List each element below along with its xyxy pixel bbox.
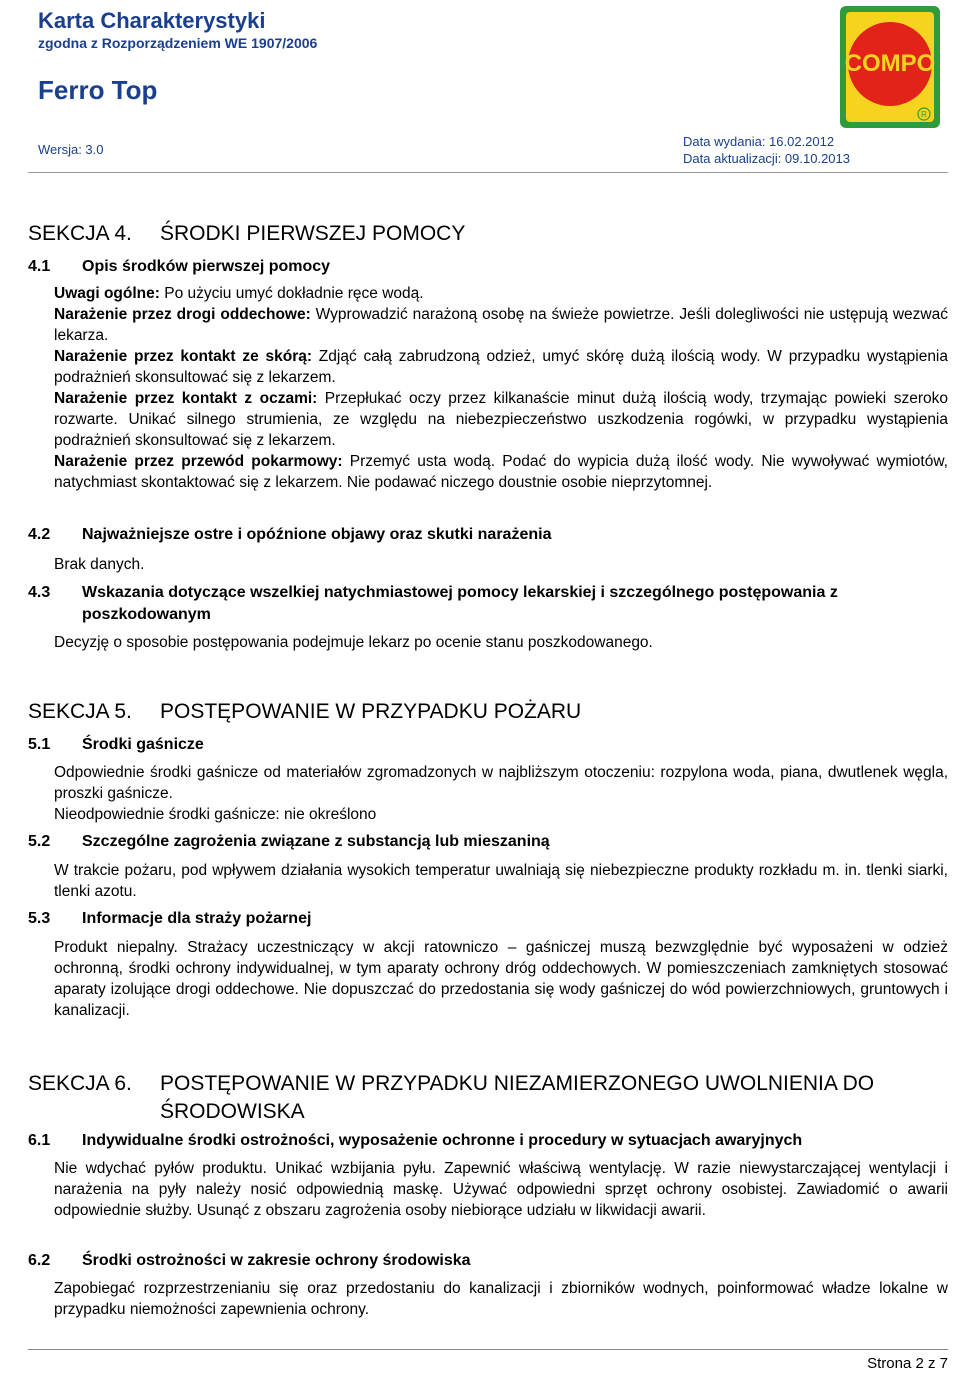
special-hazards-text: W trakcie pożaru, pod wpływem działania wysokich temperatur uwalniają się niebezpieczne produkty rozkładu m. in. tlenki siarki, tlenki azotu. xyxy=(54,862,948,900)
inhalation-exposure: Narażenie przez drogi oddechowe: Wyprowadzić narażoną osobę na świeże powietrze. Jeśli dolegliwości nie ustępują wezwać lekarza. xyxy=(54,306,948,344)
general-remarks: Uwagi ogólne: Po użyciu umyć dokładnie ręce wodą. xyxy=(54,285,424,302)
subsection-5-2-heading: 5.2 Szczególne zagrożenia związane z substancją lub mieszaniną xyxy=(28,833,550,850)
medical-advice-text: Decyzję o sposobie postępowania podejmuje lekarz po ocenie stanu poszkodowanego. xyxy=(54,634,653,651)
logo-text: COMPO xyxy=(844,50,936,77)
footer-divider xyxy=(28,1349,948,1350)
skin-exposure: Narażenie przez kontakt ze skórą: Zdjąć całą zabrudzoną odzież, umyć skórę dużą ilością wody. W przypadku wystąpienia podrażnień skonsultować się z lekarzem. xyxy=(54,348,948,386)
section-title: ŚRODKI PIERWSZEJ POMOCY xyxy=(160,222,466,245)
header-divider xyxy=(28,172,948,173)
subsection-5-1-heading: 5.1 Środki gaśnicze xyxy=(28,736,204,753)
first-aid-measures xyxy=(54,283,948,493)
subsection-title: Opis środków pierwszej pomocy xyxy=(82,258,331,275)
environmental-precautions-text: Zapobiegać rozprzestrzenianiu się oraz przedostaniu do kanalizacji i zbiorników wodnych, poinformować władze lokalne w przypadku niemożności zapewnienia ochrony. xyxy=(54,1280,948,1318)
section-4-heading xyxy=(28,222,465,246)
section-5-heading: SEKCJA 5. POSTĘPOWANIE W PRZYPADKU POŻARU xyxy=(28,700,582,723)
section-6-heading: SEKCJA 6. POSTĘPOWANIE W PRZYPADKU NIEZAMIERZONEGO UWOLNIENIA DO ŚRODOWISKA xyxy=(28,1072,875,1123)
firefighter-advice-text: Produkt niepalny. Strażacy uczestniczący w akcji ratowniczo – gaśniczej muszą bezwzględnie być wyposażeni w odzież ochronną, środki ochrony indywidualnej, w tym aparaty ochrony dróg oddechowych. W pomieszczeniach zamkniętych stosować aparaty izolujące drogi oddechowe. Nie dopuszczać do przedostania się wody gaśniczej do wód powierzchniowych, gruntowych i kanalizacji. xyxy=(54,939,948,1019)
section-number: SEKCJA 4. xyxy=(28,222,132,245)
subsection-number: 4.1 xyxy=(28,258,51,275)
update-date: Data aktualizacji: 09.10.2013 xyxy=(683,151,850,166)
symptoms-text: Brak danych. xyxy=(54,556,145,573)
subsection-5-3-heading: 5.3 Informacje dla straży pożarnej xyxy=(28,910,312,927)
page-number: Strona 2 z 7 xyxy=(867,1355,948,1372)
subsection-6-2-heading: 6.2 Środki ostrożności w zakresie ochrony środowiska xyxy=(28,1252,471,1269)
product-name: Ferro Top xyxy=(38,75,158,105)
registered-mark: R xyxy=(921,110,927,119)
issue-date: Data wydania: 16.02.2012 xyxy=(683,134,835,149)
document-title: Karta Charakterystyki xyxy=(38,8,266,33)
subsection-4-2-heading: 4.2 Najważniejsze ostre i opóźnione objawy oraz skutki narażenia xyxy=(28,526,552,543)
subsection-4-3-heading: 4.3 Wskazania dotyczące wszelkiej natychmiastowej pomocy lekarskiej i szczególnego postępowania z poszkodowanym xyxy=(28,584,838,623)
subsection-6-1-heading: 6.1 Indywidualne środki ostrożności, wyposażenie ochronne i procedury w sytuacjach awaryjnych xyxy=(28,1132,803,1149)
compo-logo xyxy=(838,4,942,130)
regulation-subtitle: zgodna z Rozporządzeniem WE 1907/2006 xyxy=(38,35,318,51)
dates-block xyxy=(683,133,850,167)
ingestion-exposure: Narażenie przez przewód pokarmowy: Przemyć usta wodą. Podać do wypicia dużą ilość wody. Nie wywoływać wymiotów, natychmiast skontaktować się z lekarzem. Nie podawać niczego doustnie osobie nieprzytomnej. xyxy=(54,453,948,491)
subsection-4-1-heading xyxy=(28,258,330,276)
version-label: Wersja: 3.0 xyxy=(38,142,104,157)
extinguishing-media-text: Odpowiednie środki gaśnicze od materiałów zgromadzonych w najbliższym otoczeniu: rozpylona woda, piana, dwutlenek węgla, proszki gaśnicze. Nieodpowiednie środki gaśnicze: nie określono xyxy=(54,764,948,823)
eye-exposure: Narażenie przez kontakt z oczami: Przepłukać oczy przez kilkanaście minut dużą ilością wody, trzymając powieki szeroko rozwarte. Unikać silnego strumienia, ze względu na niebezpieczeństwo uszkodzenia rogówki, w przypadku wystąpienia podrażnień skonsultować się z lekarzem. xyxy=(54,390,948,449)
personal-precautions-text: Nie wdychać pyłów produktu. Unikać wzbijania pyłu. Zapewnić właściwą wentylację. W razie niewystarczającej wentylacji i narażenia na pyły należy nosić odpowiednią maskę. Używać odpowiedni sprzęt ochrony osobistej. Zawiadomić o awarii odpowiednie służby. Usunąć z obszaru zagrożenia osoby niebiorące udziału w likwidacji awarii. xyxy=(54,1160,948,1219)
